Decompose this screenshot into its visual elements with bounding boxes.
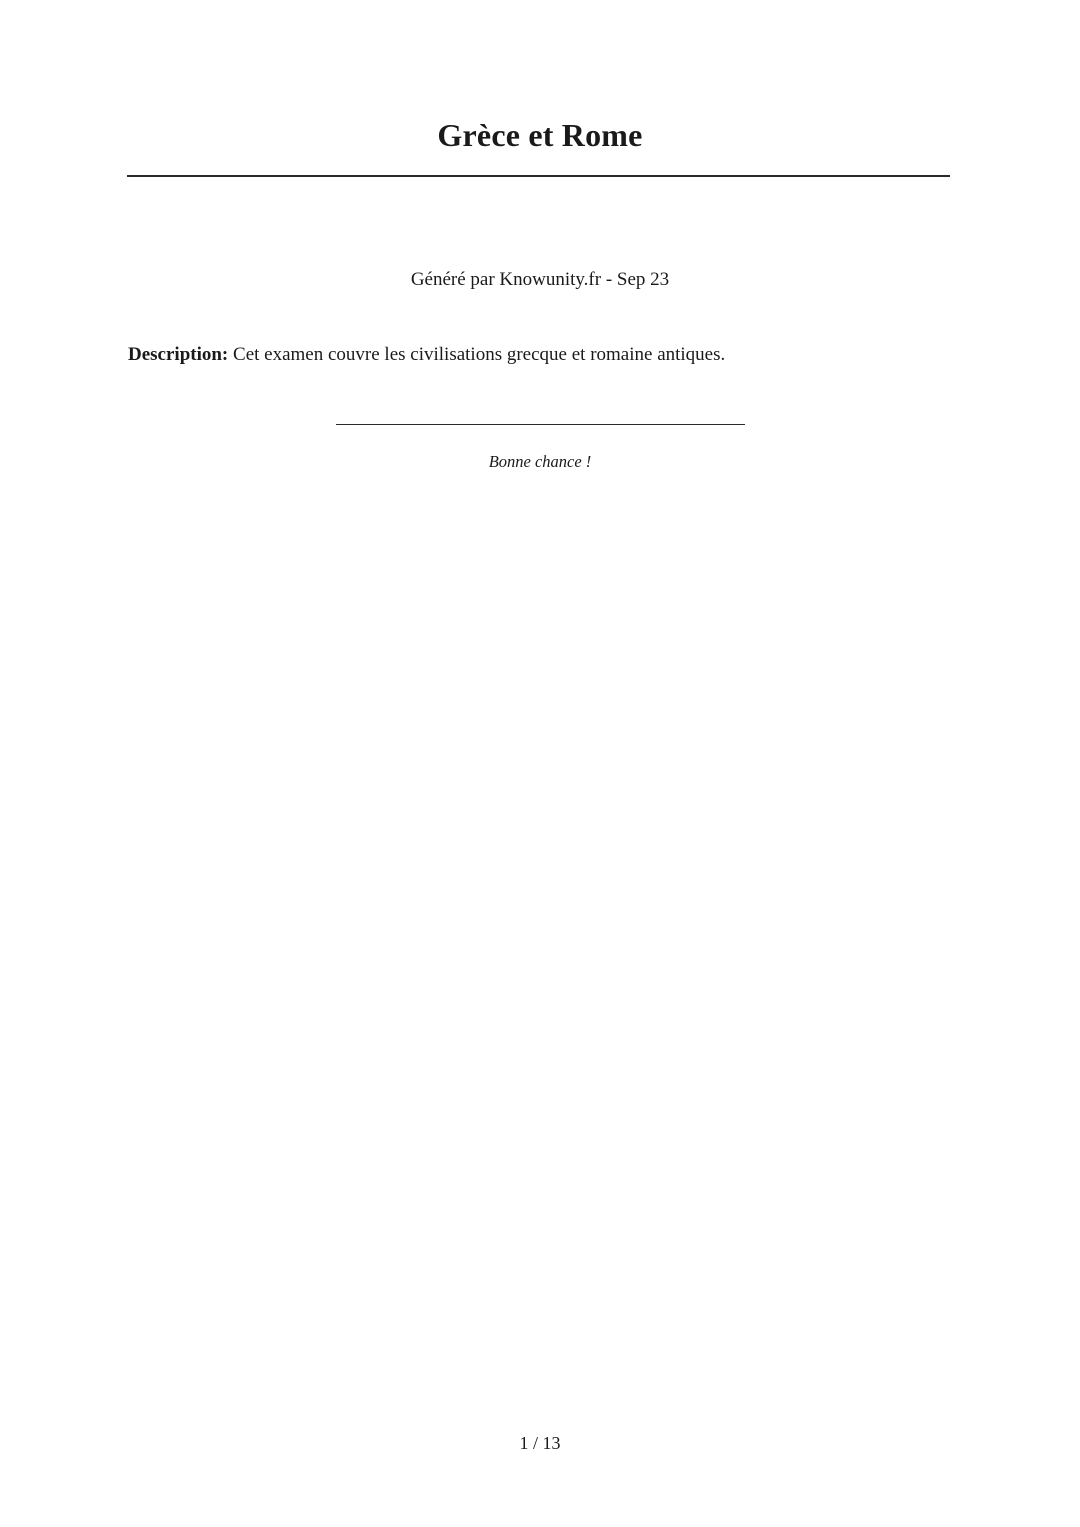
- page-number: 1 / 13: [519, 1433, 561, 1453]
- description-label: Description:: [128, 344, 229, 365]
- good-luck-text: Bonne chance !: [488, 452, 592, 471]
- title-divider: [127, 175, 950, 177]
- description-text: Cet examen couvre les civilisations grecque et romaine antiques.: [233, 344, 726, 365]
- description-line: [128, 343, 970, 368]
- page-title: Grèce et Rome: [437, 117, 643, 153]
- generated-by-line: Généré par Knowunity.fr - Sep 23: [410, 269, 670, 290]
- section-divider: [336, 424, 745, 425]
